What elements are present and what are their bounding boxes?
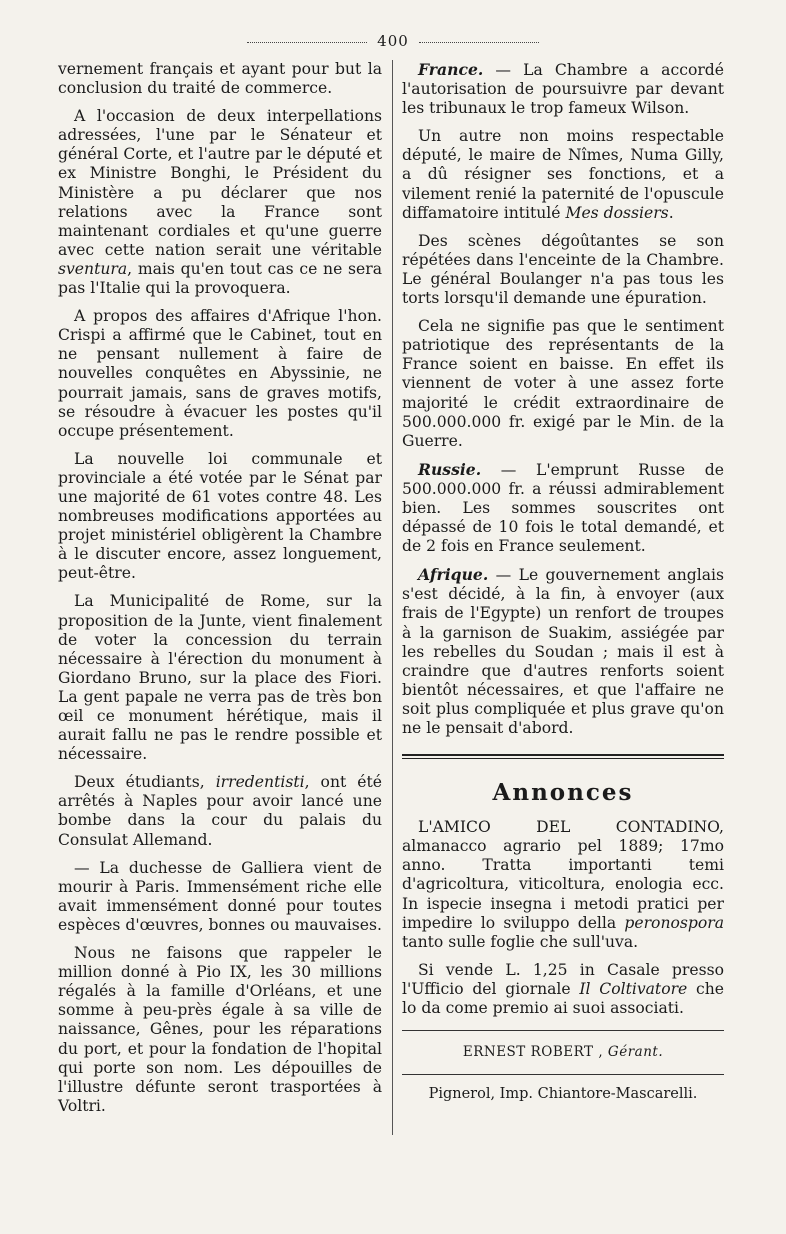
page-number-header bbox=[0, 32, 786, 50]
footer-divider bbox=[402, 1030, 724, 1031]
paragraph-russie: Russie. — L'emprunt Russe de 500.000.000 fr. a réussi admirablement bien. Les sommes souscrites ont dépassé de 10 fois le total demandé, et de 2 fois en France seulement. bbox=[402, 459, 724, 556]
paragraph: vernement français et ayant pour but la conclusion du traité de commerce. bbox=[58, 60, 382, 98]
paragraph: Deux étudiants, irredentisti, ont été arrêtés à Naples pour avoir lancé une bombe dans la cour du palais du Consulat Allemand. bbox=[58, 773, 382, 849]
paragraph: La Municipalité de Rome, sur la proposition de la Junte, vient finalement de voter la concession du terrain nécessaire à l'érection du monument à Giordano Bruno, sur la place des Fiori. La gent papale ne verra pas de très bon œil ce monument hérétique, mais il aurait fallu ne pas le rendre possible et nécessaire. bbox=[58, 592, 382, 764]
section-head: Afrique. bbox=[418, 565, 489, 585]
section-divider bbox=[402, 754, 724, 759]
paragraph: Des scènes dégoûtantes se son répétées dans l'enceinte de la Chambre. Le général Boulanger n'a pas tous les torts lorsqu'il demande une épuration. bbox=[402, 231, 724, 308]
paragraph: Un autre non moins respectable député, le maire de Nîmes, Numa Gilly, a dû résigner ses fonctions, et a vilement renié la paternité de l'opuscule diffamatoire intitulé Mes dossiers. bbox=[402, 127, 724, 222]
announcement-paragraph: Si vende L. 1,25 in Casale presso l'Ufficio del giornale Il Coltivatore che lo da come premio ai suoi associati. bbox=[402, 960, 725, 1018]
paragraph-afrique: Afrique. — Le gouvernement anglais s'est décidé, à la fin, à envoyer (aux frais de l'Egypte) un renfort de troupes à la garnison de Suakim, assiégée par les rebelles du Soudan ; mais il est à craindre que d'autres renforts soient bientôt nécessaires, et que l'affaire ne soit plus compliquée et plus grave qu'on ne le pensait d'abord. bbox=[402, 565, 724, 737]
left-column bbox=[58, 60, 382, 1125]
paragraph: — La duchesse de Galliera vient de mourir à Paris. Immensément riche elle avait immensément donné pour toutes espèces d'œuvres, bonnes ou mauvaises. bbox=[58, 858, 382, 934]
section-head: France. bbox=[418, 60, 484, 79]
footer-divider bbox=[402, 1074, 724, 1075]
paragraph: Nous ne faisons que rappeler le million donné à Pio IX, les 30 millions régalés à la famille d'Orléans, et une somme à peu-près égale à sa ville de naissance, Gênes, pour les réparations du port, et pour la fondation de l'hopital qui porte son nom. Les dépouilles de l'illustre défunte seront trasportées à Voltri. bbox=[58, 944, 382, 1115]
paragraph: A l'occasion de deux interpellations adressées, l'une par le Sénateur et général Corte, et l'autre par le député et ex Ministre Bonghi, le Président du Ministère a pu déclarer que nos relations avec la France sont maintenant cordiales et qu'une guerre avec cette nation serait une véritable sventura, mais qu'en tout cas ce ne sera pas l'Italie qui la provoquera. bbox=[58, 107, 382, 298]
paragraph: A propos des affaires d'Afrique l'hon. Crispi a affirmé que le Cabinet, tout en ne pensant nullement à faire de nouvelles conquêtes en Abyssinie, ne pourrait jamais, sans de graves motifs, se résoudre à évacuer les postes qu'il occupe présentement. bbox=[58, 307, 382, 440]
announcements-title: Annonces bbox=[492, 779, 634, 807]
paragraph-france: France. — La Chambre a accordé l'autorisation de poursuivre par devant les tribunaux le trop fameux Wilson. bbox=[402, 60, 724, 118]
right-column bbox=[402, 60, 724, 1104]
page-number: 400 bbox=[377, 32, 409, 50]
paragraph: La nouvelle loi communale et provinciale a été votée par le Sénat par une majorité de 61 votes contre 48. Les nombreuses modifications apportées au projet ministériel obligèrent la Chambre à le discuter encore, assez longuement, peut-être. bbox=[58, 449, 382, 583]
leader-line-left bbox=[247, 42, 367, 43]
column-divider bbox=[392, 60, 393, 1135]
section-head: Russie. bbox=[418, 459, 482, 479]
announcement-paragraph: L'AMICO DEL CONTADINO, almanacco agrario pel 1889; 17mo anno. Tratta importanti temi d'agricoltura, viticoltura, enologia ecc. In ispecie insegna i metodi pratici per impedire lo sviluppo della peronospora tanto sulle foglie che sull'uva. bbox=[402, 818, 724, 951]
imprint-line: Pignerol, Imp. Chiantore-Mascarelli. bbox=[428, 1086, 698, 1103]
gerant-line: ERNEST ROBERT , Gérant. bbox=[462, 1044, 664, 1061]
leader-line-right bbox=[419, 42, 539, 43]
paragraph: Cela ne signifie pas que le sentiment patriotique des représentants de la France soient en baisse. En effet ils viennent de voter à une assez forte majorité le crédit extraordinaire de 500.000.000 fr. exigé par le Min. de la Guerre. bbox=[402, 317, 724, 450]
